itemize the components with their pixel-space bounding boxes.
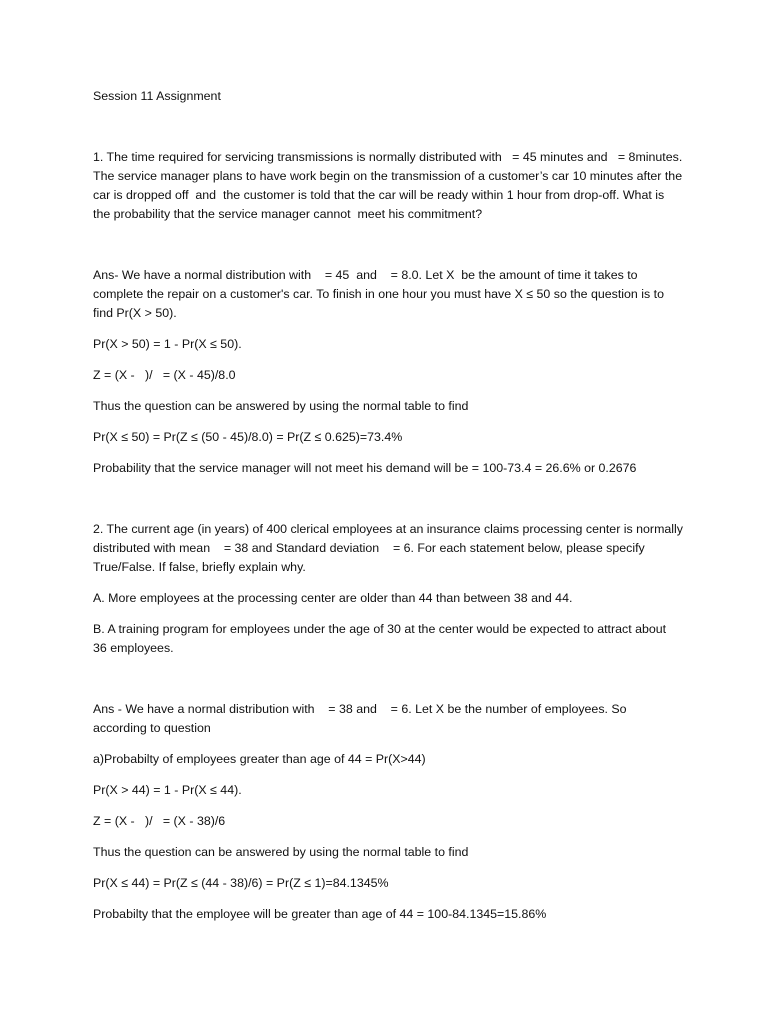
answer-2-equation-z: Z = (X - )/ = (X - 38)/6 [93, 814, 226, 828]
answer-1-equation-complement: Pr(X > 50) = 1 - Pr(X ≤ 50). [93, 337, 242, 351]
answer-1-intro: Ans- We have a normal distribution with = 45 and = 8.0. Let X be the amount of time it takes to complete the repair on a customer's car. To finish in one hour you must have X ≤ 50 so the question is to find Pr(X > 50). [93, 268, 668, 320]
question-2: 2. The current age (in years) of 400 clerical employees at an insurance claims processing center is normally distributed with mean = 38 and Standard deviation = 6. For each statement below, please specify True/False. If false, briefly explain why. [93, 522, 687, 574]
question-1: 1. The time required for servicing transmissions is normally distributed with = 45 minutes and = 8minutes. The service manager plans to have work begin on the transmission of a customer’s car 10 minutes after the car is dropped off and the customer is told that the car will be ready within 1 hour from drop-off. What is the probability that the service manager cannot meet his commitment? [93, 150, 686, 221]
answer-2-normal-table-note: Thus the question can be answered by using the normal table to find [93, 845, 469, 859]
question-2-statement-a: A. More employees at the processing center are older than 44 than between 38 and 44. [93, 591, 573, 605]
answer-1-normal-table-note: Thus the question can be answered by using the normal table to find [93, 399, 469, 413]
answer-2-intro: Ans - We have a normal distribution with = 38 and = 6. Let X be the number of employees. So according to question [93, 702, 631, 735]
page-title: Session 11 Assignment [93, 89, 221, 103]
answer-2-part-a: a)Probabilty of employees greater than age of 44 = Pr(X>44) [93, 752, 426, 766]
answer-2-result: Probabilty that the employee will be greater than age of 44 = 100-84.1345=15.86% [93, 907, 547, 921]
answer-2-equation-complement: Pr(X > 44) = 1 - Pr(X ≤ 44). [93, 783, 242, 797]
answer-2-equation-prob: Pr(X ≤ 44) = Pr(Z ≤ (44 - 38)/6) = Pr(Z ≤ 1)=84.1345% [93, 876, 389, 890]
question-2-statement-b: B. A training program for employees under the age of 30 at the center would be expected to attract about 36 employees. [93, 622, 670, 655]
answer-1-equation-prob: Pr(X ≤ 50) = Pr(Z ≤ (50 - 45)/8.0) = Pr(Z ≤ 0.625)=73.4% [93, 430, 403, 444]
answer-1-equation-z: Z = (X - )/ = (X - 45)/8.0 [93, 368, 236, 382]
answer-1-result: Probability that the service manager will not meet his demand will be = 100-73.4 = 26.6% or 0.2676 [93, 461, 637, 475]
